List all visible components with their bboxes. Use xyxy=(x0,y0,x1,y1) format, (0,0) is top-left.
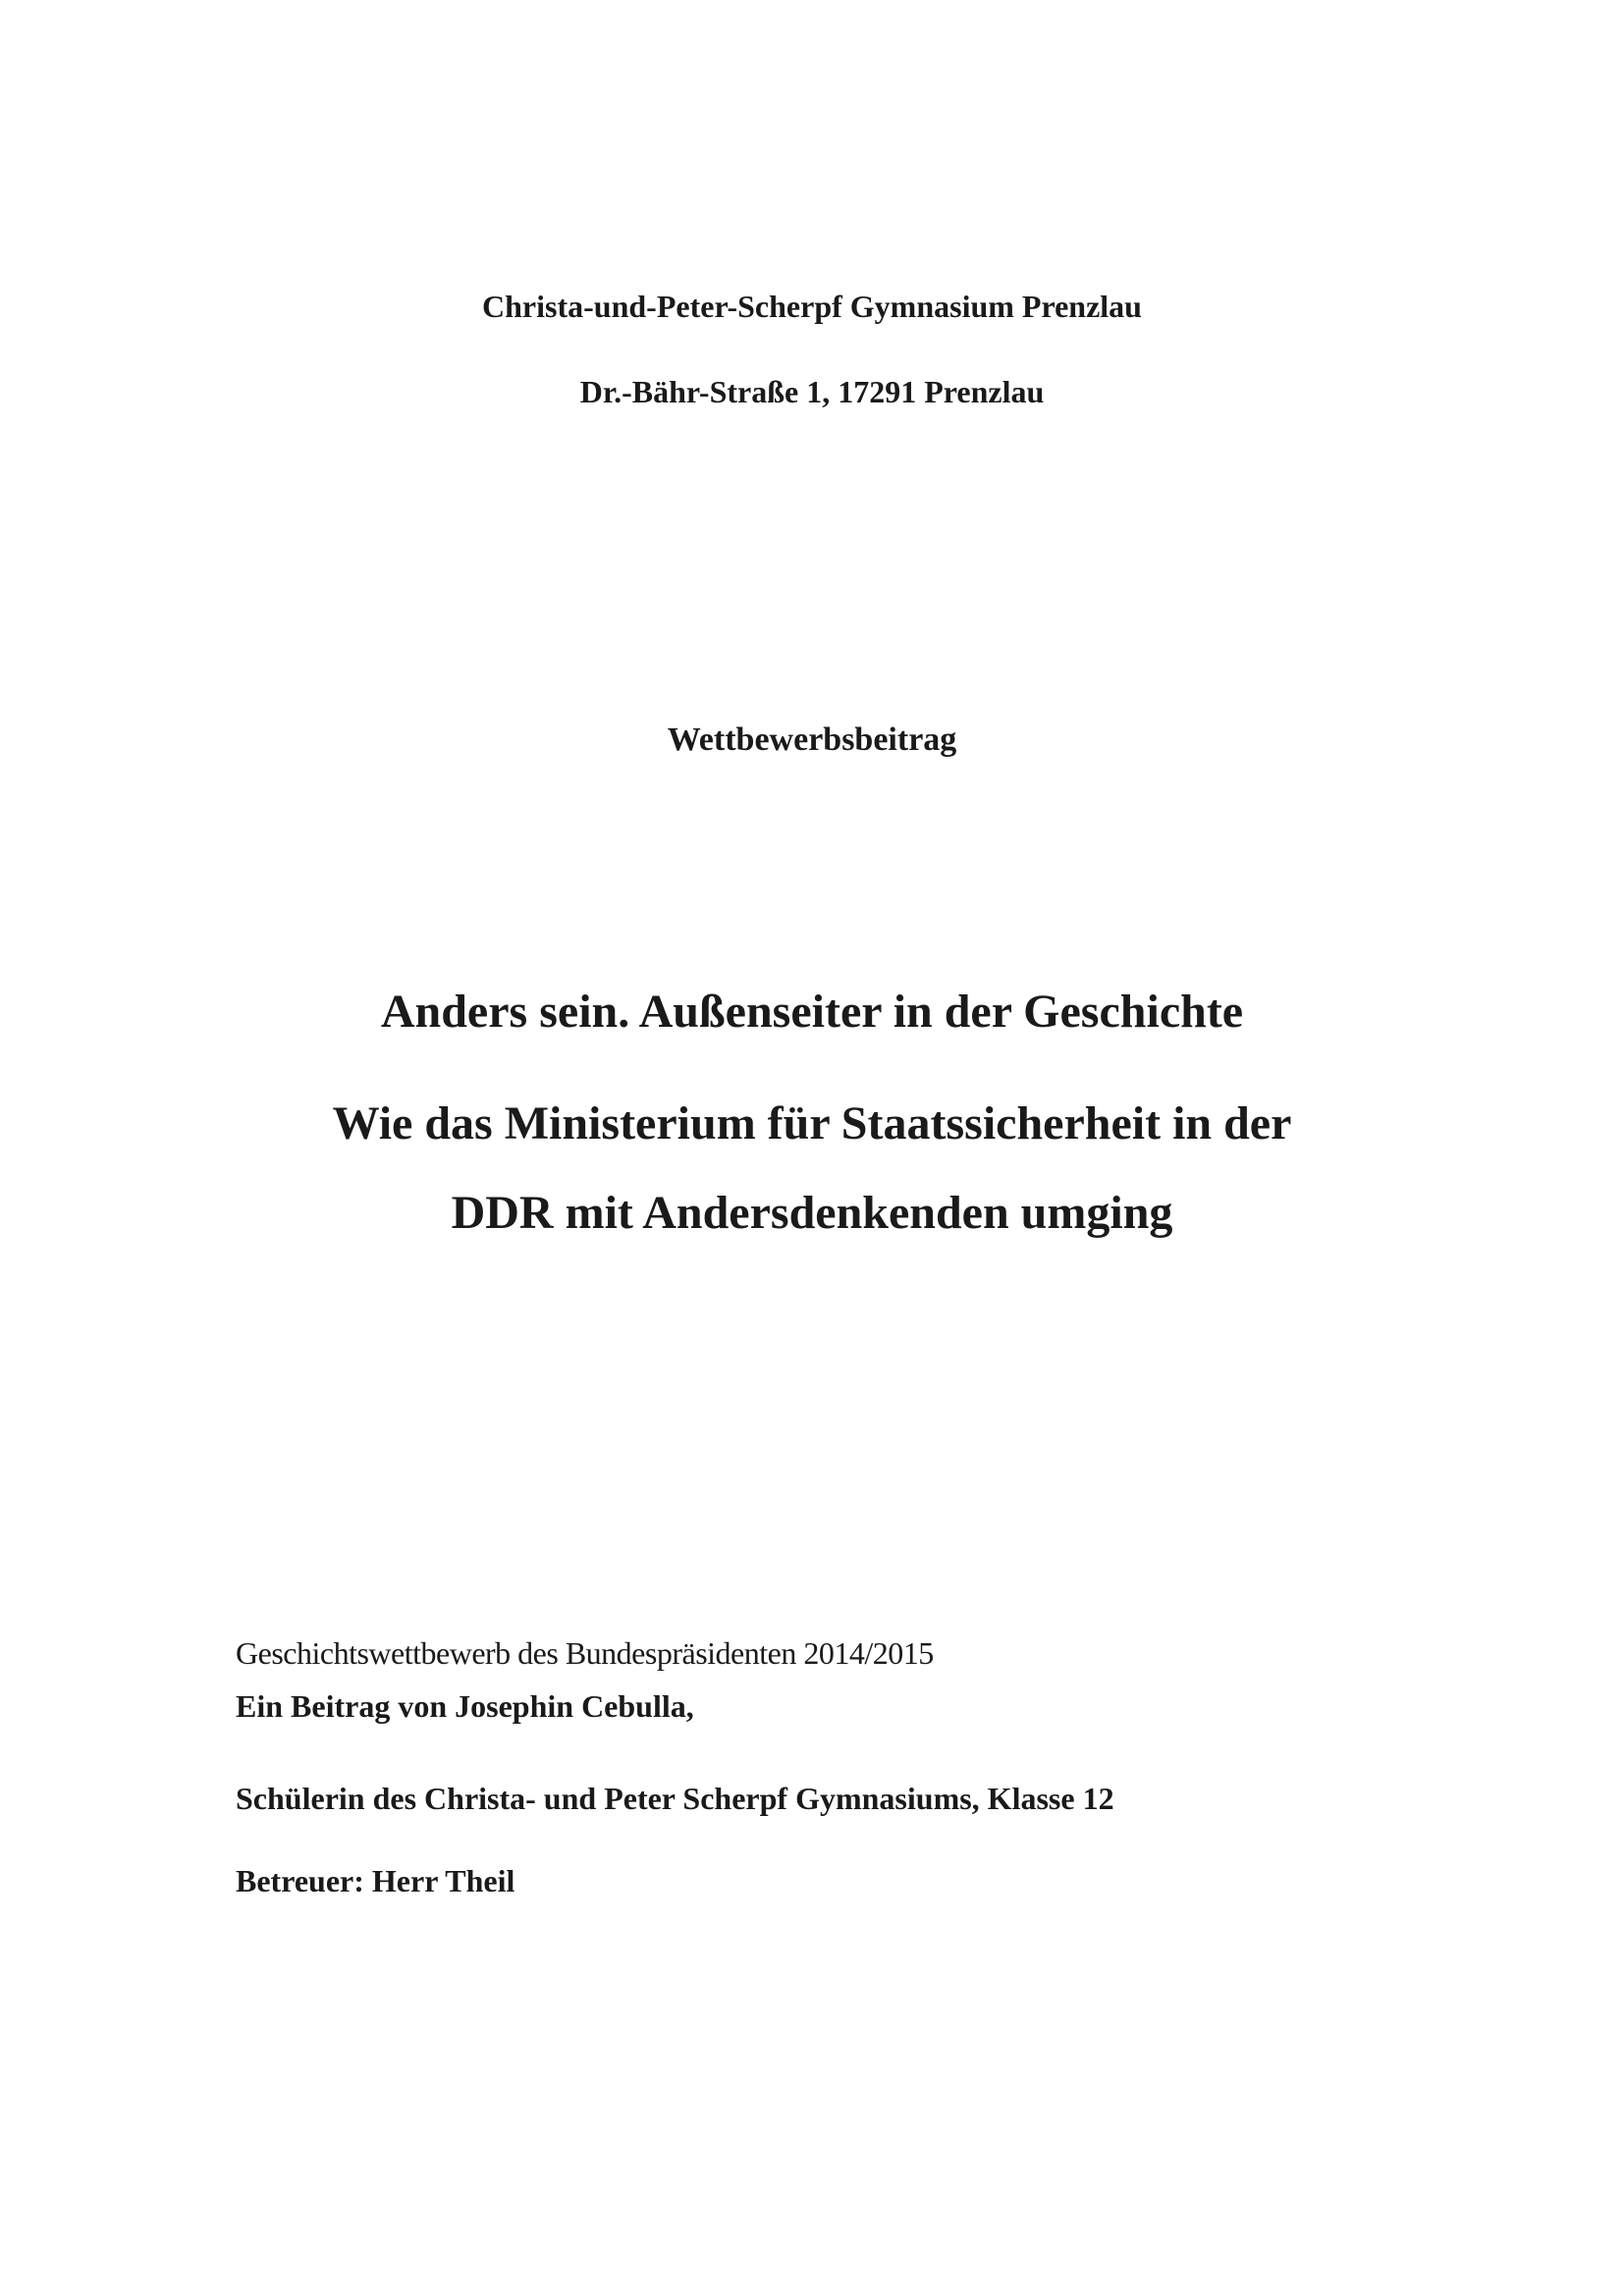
school-name: Christa-und-Peter-Scherpf Gymnasium Prenzlau xyxy=(482,289,1142,324)
supervisor-line: Betreuer: Herr Theil xyxy=(236,1863,515,1898)
school-address: Dr.-Bähr-Straße 1, 17291 Prenzlau xyxy=(579,374,1045,409)
competition-name: Geschichtswettbewerb des Bundespräsidenten 2014/2015 xyxy=(236,1635,934,1671)
author-line: Ein Beitrag von Josephin Cebulla, xyxy=(236,1688,694,1724)
document-type: Wettbewerbsbeitrag xyxy=(667,721,957,758)
student-info: Schülerin des Christa- und Peter Scherpf Gymnasiums, Klasse 12 xyxy=(236,1781,1114,1816)
document-title-line-3: DDR mit Andersdenkenden umging xyxy=(451,1187,1173,1239)
document-title-line-2: Wie das Ministerium für Staatssicherheit in der xyxy=(332,1097,1292,1149)
document-title-line-1: Anders sein. Außenseiter in der Geschichte xyxy=(380,986,1244,1038)
